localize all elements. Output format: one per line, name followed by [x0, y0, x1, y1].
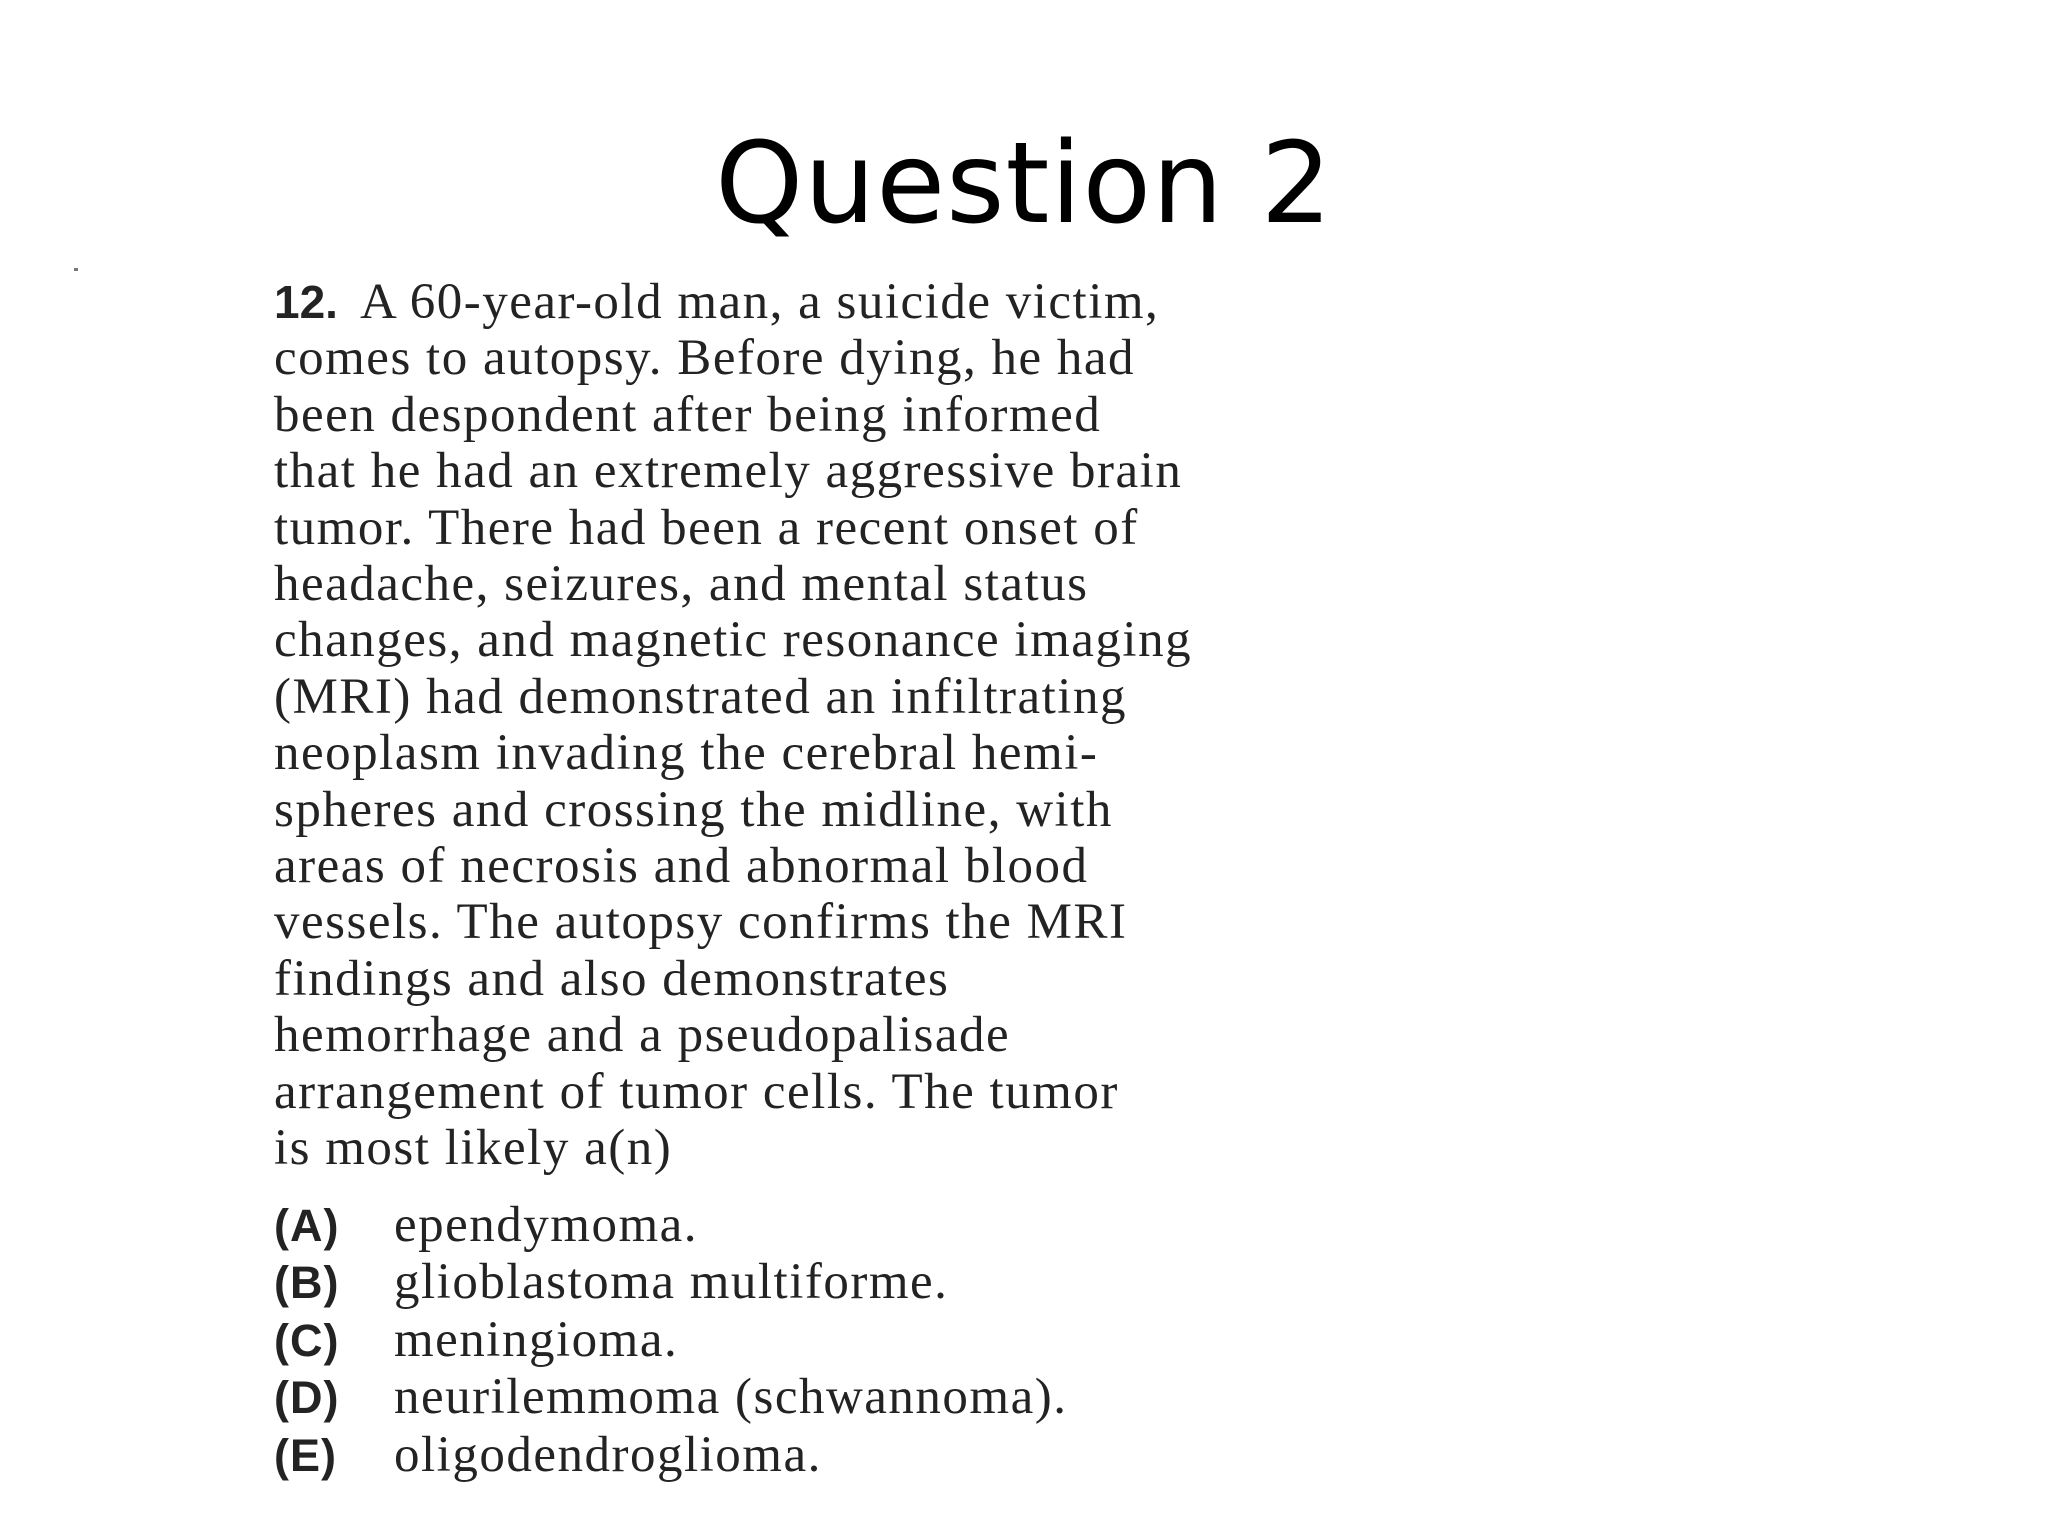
- option-text: ependymoma.: [394, 1196, 698, 1253]
- option-letter: (D): [274, 1372, 340, 1423]
- stem-line: findings and also demonstrates: [274, 950, 950, 1007]
- stray-mark: [74, 268, 78, 271]
- stem-line: been despondent after being informed: [274, 386, 1102, 443]
- option-letter: (C): [274, 1314, 340, 1366]
- question-number: 12.: [274, 276, 338, 328]
- stem-line: neoplasm invading the cerebral hemi-: [274, 725, 1099, 782]
- slide-title: Question 2: [715, 119, 1333, 249]
- option-text: meningioma.: [394, 1311, 679, 1368]
- option-text: glioblastoma multiforme.: [394, 1254, 949, 1310]
- option-letter: (B): [274, 1257, 340, 1308]
- option-c: [274, 1312, 1694, 1370]
- stem-line: headache, seizures, and mental status: [274, 556, 1089, 613]
- question-block: [274, 274, 1694, 1484]
- stem-line: hemorrhage and a pseudopalisade: [274, 1007, 1011, 1064]
- option-letter: (E): [274, 1429, 337, 1481]
- stem-line: arrangement of tumor cells. The tumor: [274, 1063, 1119, 1120]
- stem-line: (MRI) had demonstrated an infiltrating: [274, 668, 1127, 725]
- option-d: [274, 1369, 1694, 1427]
- stem-line-text: A 60-year-old man, a suicide victim,: [359, 274, 1160, 330]
- stem-line: is most likely a(n): [274, 1120, 673, 1177]
- stem-line: spheres and crossing the midline, with: [274, 781, 1113, 838]
- option-a: [274, 1197, 1694, 1255]
- stem-line: comes to autopsy. Before dying, he had: [274, 330, 1135, 387]
- stem-line: areas of necrosis and abnormal blood: [274, 838, 1089, 895]
- answer-options: [274, 1197, 1694, 1485]
- option-text: oligodendroglioma.: [394, 1426, 822, 1483]
- stem-line: changes, and magnetic resonance imaging: [274, 612, 1193, 669]
- option-letter: (A): [274, 1199, 340, 1251]
- question-stem: [274, 274, 1694, 1177]
- option-e: [274, 1427, 1694, 1485]
- stem-line: [274, 274, 1694, 330]
- stem-line: vessels. The autopsy confirms the MRI: [274, 894, 1128, 951]
- option-b: [274, 1254, 1694, 1312]
- stem-line: tumor. There had been a recent onset of: [274, 499, 1139, 556]
- option-text: neurilemmoma (schwannoma).: [394, 1369, 1068, 1425]
- stem-line: that he had an extremely aggressive brain: [274, 443, 1183, 500]
